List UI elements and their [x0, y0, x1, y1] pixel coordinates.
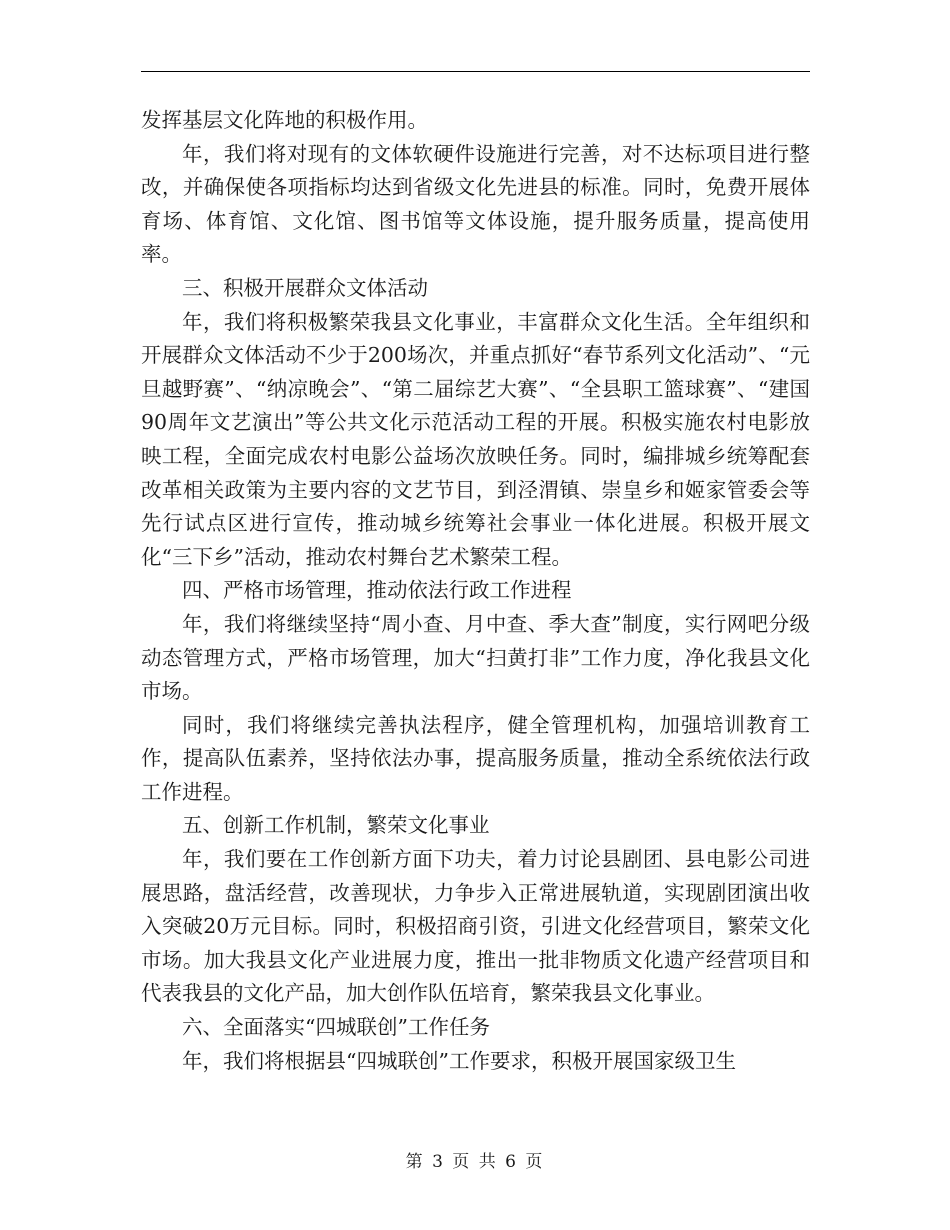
- section-heading-6: 六、全面落实“四城联创”工作任务: [182, 1015, 490, 1040]
- page-footer: [0, 1150, 950, 1174]
- paragraph-11: 年，我们将根据县“四城联创”工作要求，积极开展国家级卫生: [182, 1048, 736, 1073]
- paragraph-2: 年，我们将对现有的文体软硬件设施进行完善，对不达标项目进行整改，并确保使各项指标均达到省级文化先进县的标准。同时，免费开展体育场、体育馆、文化馆、图书馆等文体设施，提升服务质量，提高使用率。: [141, 141, 810, 267]
- paragraph-7: 同时，我们将继续完善执法程序，健全管理机构，加强培训教育工作，提高队伍素养，坚持依法办事，提高服务质量，推动全系统依法行政工作进程。: [141, 712, 810, 804]
- page-number: 第 3 页 共 6 页: [405, 1152, 545, 1172]
- paragraph-9: 年，我们要在工作创新方面下功夫，着力讨论县剧团、县电影公司进展思路，盘活经营，改善现状，力争步入正常进展轨道，实现剧团演出收入突破20万元目标。同时，积极招商引资，引进文化经营项目，繁荣文化市场。加大我县文化产业进展力度，推出一批非物质文化遗产经营项目和代表我县的文化产品，加大创作队伍培育，繁荣我县文化事业。: [141, 847, 810, 1006]
- header-rule: [141, 71, 810, 72]
- paragraph-6: 年，我们将继续坚持“周小查、月中查、季大查”制度，实行网吧分级动态管理方式，严格市场管理，加大“扫黄打非”工作力度，净化我县文化市场。: [141, 611, 810, 704]
- section-heading-3: 三、积极开展群众文体活动: [182, 275, 428, 300]
- section-heading-4: 四、严格市场管理，推动依法行政工作进程: [182, 578, 572, 603]
- document-body: [141, 104, 810, 1078]
- paragraph-4: 年，我们将积极繁荣我县文化事业，丰富群众文化生活。全年组织和开展群众文体活动不少于200场次，并重点抓好“春节系列文化活动”、“元旦越野赛”、“纳凉晚会”、“第二届综艺大赛”、“全县职工篮球赛”、“建国90周年文艺演出”等公共文化示范活动工程的开展。积极实施农村电影放映工程，全面完成农村电影公益场次放映任务。同时，编排城乡统筹配套改革相关政策为主要内容的文艺节目，到泾渭镇、崇皇乡和姬家管委会等先行试点区进行宣传，推动城乡统筹社会事业一体化进展。积极开展文化“三下乡”活动，推动农村舞台艺术繁荣工程。: [141, 309, 810, 569]
- section-heading-5: 五、创新工作机制，繁荣文化事业: [182, 813, 490, 838]
- paragraph-1: 发挥基层文化阵地的积极作用。: [141, 108, 428, 132]
